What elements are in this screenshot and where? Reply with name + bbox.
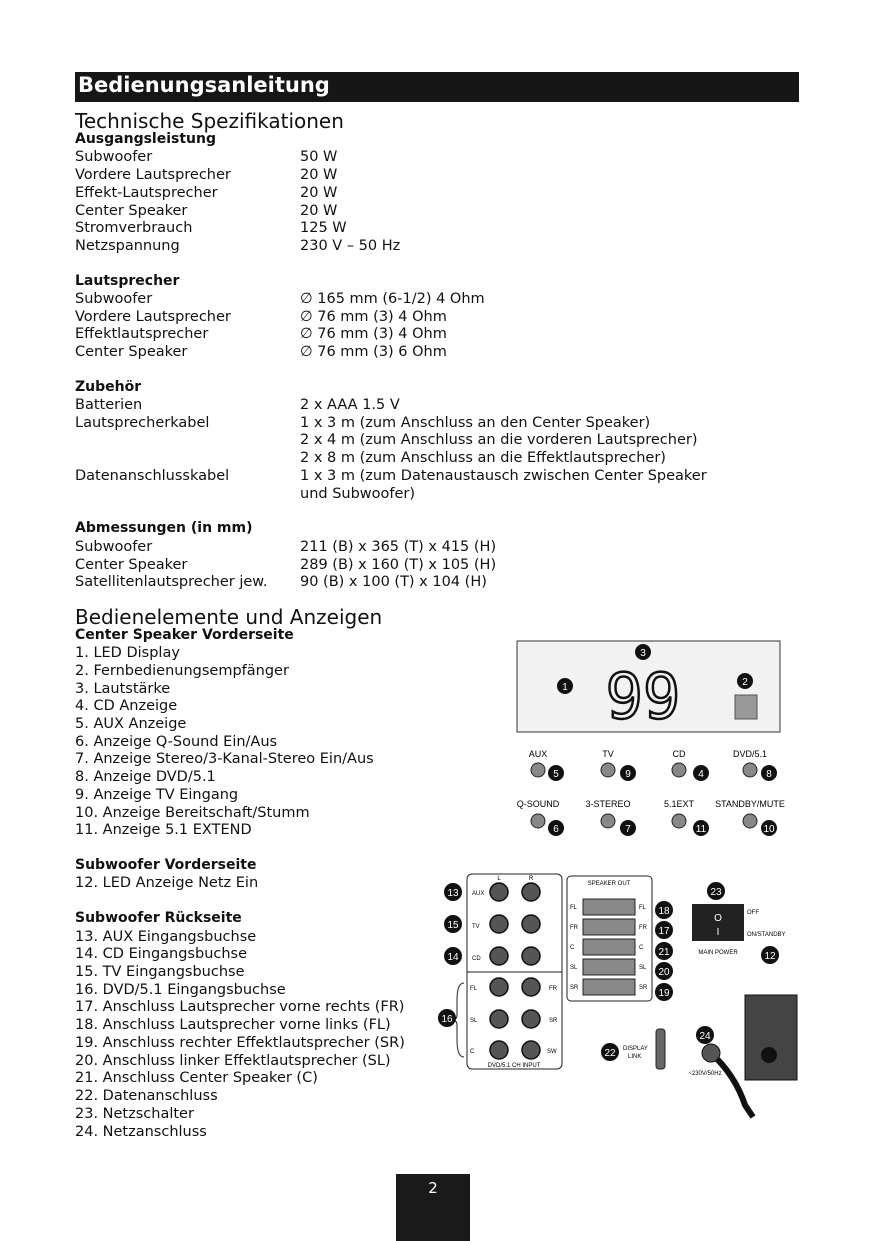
spec-group-title: Lautsprecher [75,273,180,289]
data-port-label: DISPLAY [623,1046,648,1052]
terminal-label: SR [639,985,648,991]
list-item: 3. Lautstärke [75,681,171,697]
badge-label: 22 [604,1048,616,1059]
spec-value: und Subwoofer) [300,486,416,502]
badge-label: 11 [695,824,707,835]
badge-label: 6 [553,824,559,835]
page-number: 2 [428,1179,438,1197]
list-item: 9. Anzeige TV Eingang [75,787,239,803]
spec-value: ∅ 76 mm (3) 6 Ohm [300,344,447,360]
center-speaker-front-diagram [500,640,800,840]
spec-label: Vordere Lautsprecher [75,167,231,183]
badge-label: 13 [447,888,459,899]
badge-label: 3 [640,648,646,659]
spec-value: 289 (B) x 160 (T) x 105 (H) [300,557,497,573]
spec-group-title: Zubehör [75,379,142,395]
spec-value: 90 (B) x 100 (T) x 104 (H) [300,574,487,590]
led-label: CD [672,749,686,759]
badge-label: 9 [625,769,631,780]
list-item: 6. Anzeige Q-Sound Ein/Aus [75,734,278,750]
spec-label: Center Speaker [75,557,188,573]
title-bar [75,72,799,102]
spec-value: 20 W [300,203,338,219]
led-label: STANDBY/MUTE [715,799,785,809]
spec-label: Satellitenlautsprecher jew. [75,574,268,590]
led-label: 3-STEREO [585,799,631,809]
badge-label: 2 [742,677,748,688]
jack-label: SW [547,1049,557,1055]
spec-label: Vordere Lautsprecher [75,309,231,325]
jack-label: CD [472,956,481,962]
spec-value: 20 W [300,185,338,201]
led-label: AUX [528,749,548,759]
list-item: 14. CD Eingangsbuchse [75,946,248,962]
spec-group-title: Ausgangsleistung [75,131,216,147]
mains-socket [702,1044,720,1062]
list-item: 24. Netzanschluss [75,1124,207,1140]
badge-label: 5 [553,769,559,780]
terminal-label: SR [570,985,579,991]
led-label: DVD/5.1 [732,749,768,759]
jack-label: FR [549,986,557,992]
list-item: 17. Anschluss Lautsprecher vorne rechts (FR) [75,999,405,1015]
led-indicator [743,814,757,828]
document-title: Bedienungsanleitung [78,73,330,97]
spec-value: ∅ 165 mm (6-1/2) 4 Ohm [300,291,485,307]
terminal-label: C [570,945,575,951]
power-led [761,1047,777,1063]
list-item: 13. AUX Eingangsbuchse [75,929,257,945]
channel-label: R [528,876,534,882]
led-label: TV [602,749,614,759]
list-item: 11. Anzeige 5.1 EXTEND [75,822,252,838]
data-port [656,1029,665,1069]
main-power-label: MAIN POWER [698,950,738,956]
badge-label: 21 [658,947,670,958]
led-indicator [601,814,615,828]
spec-label: Subwoofer [75,149,153,165]
spec-label: Stromverbrauch [75,220,193,236]
spec-value: ∅ 76 mm (3) 4 Ohm [300,309,447,325]
spec-label: Datenanschlusskabel [75,468,230,484]
page-number-box [396,1174,470,1241]
spec-label: Center Speaker [75,203,188,219]
jack-label: SL [470,1018,478,1024]
list-item: 12. LED Anzeige Netz Ein [75,875,259,891]
switch-position-label: OFF [747,910,759,916]
led-display-digits: 99 [605,660,681,733]
led-indicator [601,763,615,777]
spec-value: 1 x 3 m (zum Anschluss an den Center Speaker) [300,415,651,431]
data-port-label: LINK [628,1054,642,1060]
list-item: 15. TV Eingangsbuchse [75,964,245,980]
spec-label: Subwoofer [75,291,153,307]
badge-label: 19 [658,988,670,999]
badge-label: 20 [658,967,670,978]
mains-label: ~230V/50Hz [688,1071,722,1077]
spec-value: ∅ 76 mm (3) 4 Ohm [300,326,447,342]
channel-label: L [497,876,501,882]
spec-label: Lautsprecherkabel [75,415,210,431]
spec-value: 2 x 4 m (zum Anschluss an die vorderen Lautsprecher) [300,432,698,448]
list-item: 5. AUX Anzeige [75,716,187,732]
terminal-label: C [639,945,644,951]
spec-value: 2 x 8 m (zum Anschluss an die Effektlautsprecher) [300,450,666,466]
ir-receiver-window [735,695,757,719]
sub-front-title: Subwoofer Vorderseite [75,857,257,873]
badge-label: 1 [562,682,568,693]
input-label: DVD/5.1 CH INPUT [487,1063,541,1069]
jack-label: FL [470,986,478,992]
led-indicator [531,814,545,828]
badge-label: 17 [658,926,670,937]
led-label: Q-SOUND [516,799,560,809]
list-item: 7. Anzeige Stereo/3-Kanal-Stereo Ein/Aus [75,751,374,767]
terminal-label: FL [570,905,578,911]
badge-label: 14 [447,952,459,963]
spec-value: 1 x 3 m (zum Datenaustausch zwischen Center Speaker [300,468,707,484]
terminal-label: SL [570,965,578,971]
badge-label: 8 [766,769,772,780]
list-item: 23. Netzschalter [75,1106,194,1122]
spec-value: 50 W [300,149,338,165]
badge-label: 7 [625,824,631,835]
led-label: 5.1EXT [663,799,695,809]
badge-label: 10 [763,824,775,835]
led-indicator [672,814,686,828]
list-item: 22. Datenanschluss [75,1088,218,1104]
list-item: 19. Anschluss rechter Effektlautsprecher (SR) [75,1035,405,1051]
spec-value: 20 W [300,167,338,183]
spec-label: Batterien [75,397,143,413]
badge-label: 15 [447,920,459,931]
badge-label: 24 [699,1031,711,1042]
spec-group-title: Abmessungen (in mm) [75,520,253,536]
speaker-out-label: SPEAKER OUT [587,881,631,887]
spec-label: Effektlautsprecher [75,326,209,342]
switch-label: O [714,913,722,924]
badge-label: 4 [698,769,704,780]
badge-label: 12 [764,951,776,962]
terminal-label: FL [639,905,647,911]
led-indicator [672,763,686,777]
list-item: 21. Anschluss Center Speaker (C) [75,1070,318,1086]
subwoofer-rear-diagram [435,865,805,1125]
jack-label: AUX [472,891,485,897]
badge-label: 18 [658,906,670,917]
list-item: 8. Anzeige DVD/5.1 [75,769,216,785]
list-item: 20. Anschluss linker Effektlautsprecher (SL) [75,1053,391,1069]
spec-label: Effekt-Lautsprecher [75,185,218,201]
spec-label: Center Speaker [75,344,188,360]
spec-value: 211 (B) x 365 (T) x 415 (H) [300,539,497,555]
spec-value: 2 x AAA 1.5 V [300,397,400,413]
list-item: 18. Anschluss Lautsprecher vorne links (FL) [75,1017,391,1033]
jack-label: C [470,1049,475,1055]
subwoofer-body [745,995,797,1080]
badge-label: 23 [710,887,722,898]
list-item: 2. Fernbedienungsempfänger [75,663,289,679]
center-front-title: Center Speaker Vorderseite [75,627,294,643]
list-item: 4. CD Anzeige [75,698,178,714]
spec-value: 230 V – 50 Hz [300,238,401,254]
jack-label: SR [549,1018,558,1024]
badge-label: 16 [441,1014,453,1025]
led-indicator [743,763,757,777]
controls-heading: Bedienelemente und Anzeigen [75,605,383,629]
list-item: 1. LED Display [75,645,180,661]
switch-label: I [716,927,720,938]
spec-label: Subwoofer [75,539,153,555]
terminal-label: SL [639,965,647,971]
list-item: 16. DVD/5.1 Eingangsbuchse [75,982,286,998]
list-item: 10. Anzeige Bereitschaft/Stumm [75,805,310,821]
terminal-label: FR [570,925,578,931]
spec-value: 125 W [300,220,347,236]
jack-label: TV [472,924,480,930]
led-indicator [531,763,545,777]
spec-label: Netzspannung [75,238,180,254]
terminal-label: FR [639,925,647,931]
specs-heading: Technische Spezifikationen [75,109,344,133]
sub-rear-title: Subwoofer Rückseite [75,910,242,926]
switch-position-label: ON/STANDBY [747,932,786,938]
